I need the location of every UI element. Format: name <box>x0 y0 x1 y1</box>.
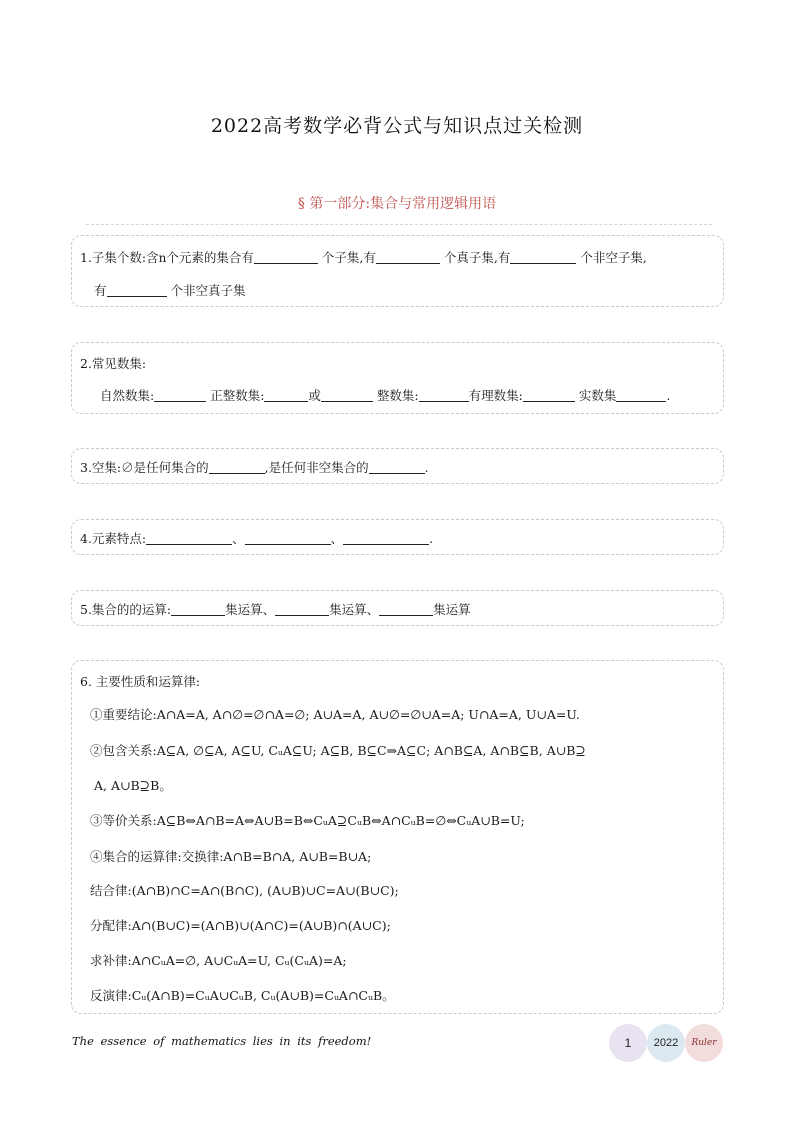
question-5-box <box>71 590 724 626</box>
answer-blank[interactable] <box>107 284 167 297</box>
formula-line: 求补律:A∩CᵤA=∅, A∪CᵤA=U, Cᵤ(CᵤA)=A; <box>90 953 347 968</box>
section-title: § 第一部分:集合与常用逻辑用语 <box>297 196 497 212</box>
answer-blank[interactable] <box>379 603 433 616</box>
formula-line: 分配律:A∩(B∪C)=(A∩B)∪(A∩C)=(A∪B)∩(A∪C); <box>90 918 391 933</box>
question-2-heading: 2.常见数集: <box>80 356 147 371</box>
footer-motto: The essence of mathematics lies in its freedom! <box>72 1034 372 1048</box>
question-1-box <box>71 235 724 307</box>
answer-blank[interactable] <box>146 532 232 545</box>
formula-line: 结合律:(A∩B)∩C=A∩(B∩C), (A∪B)∪C=A∪(B∪C); <box>90 883 399 898</box>
answer-blank[interactable] <box>510 251 576 264</box>
page-number-badge: 1 <box>609 1024 647 1062</box>
answer-blank[interactable] <box>264 389 308 402</box>
question-3-line: 3.空集:∅是任何集合的 ,是任何非空集合的 . <box>80 460 429 475</box>
question-4-line: 4.元素特点: 、 、 . <box>80 531 434 546</box>
page-title: 2022高考数学必背公式与知识点过关检测 <box>210 115 584 137</box>
answer-blank[interactable] <box>376 251 440 264</box>
question-5-line: 5.集合的的运算: 集运算、 集运算、 集运算 <box>80 602 471 617</box>
answer-blank[interactable] <box>343 532 429 545</box>
answer-blank[interactable] <box>321 389 373 402</box>
question-6-box <box>71 660 724 1014</box>
question-1-line-1: 1.子集个数:含n个元素的集合有 个子集,有 个真子集,有 个非空子集, <box>80 250 647 265</box>
answer-blank[interactable] <box>154 389 206 402</box>
formula-line: 反演律:Cᵤ(A∩B)=CᵤA∪CᵤB, Cᵤ(A∪B)=CᵤA∩CᵤB。 <box>90 988 395 1003</box>
answer-blank[interactable] <box>209 461 265 474</box>
question-4-box <box>71 519 724 555</box>
brand-badge: Ruler <box>685 1024 723 1062</box>
formula-line: ①重要结论:A∩A=A, A∩∅=∅∩A=∅; A∪A=A, A∪∅=∅∪A=A; U∩A=A, U∪A=U. <box>90 707 580 722</box>
answer-blank[interactable] <box>254 251 318 264</box>
answer-blank[interactable] <box>369 461 425 474</box>
question-3-box <box>71 448 724 484</box>
question-1-line-2: 有 个非空真子集 <box>94 283 246 298</box>
answer-blank[interactable] <box>523 389 575 402</box>
formula-line: ③等价关系:A⊆B⇔A∩B=A⇔A∪B=B⇔CᵤA⊇CᵤB⇔A∩CᵤB=∅⇔CᵤA∪B=U; <box>90 813 525 828</box>
formula-line: ④集合的运算律:交换律:A∩B=B∩A, A∪B=B∪A; <box>90 849 372 864</box>
question-2-box <box>71 342 724 414</box>
answer-blank[interactable] <box>171 603 225 616</box>
answer-blank[interactable] <box>616 389 666 402</box>
question-2-line-2: 自然数集: 正整数集: 或 整数集: 有理数集: 实数集 . <box>100 388 671 403</box>
answer-blank[interactable] <box>245 532 331 545</box>
formula-line: A, A∪B⊇B。 <box>94 778 172 793</box>
answer-blank[interactable] <box>275 603 329 616</box>
year-badge: 2022 <box>647 1024 685 1062</box>
formula-line: ②包含关系:A⊆A, ∅⊆A, A⊆U, CᵤA⊆U; A⊆B, B⊆C⇒A⊆C; A∩B⊆A, A∩B⊆B, A∪B⊇ <box>90 743 586 758</box>
question-6-heading: 6. 主要性质和运算律: <box>80 674 201 689</box>
section-divider <box>86 224 712 225</box>
answer-blank[interactable] <box>419 389 469 402</box>
